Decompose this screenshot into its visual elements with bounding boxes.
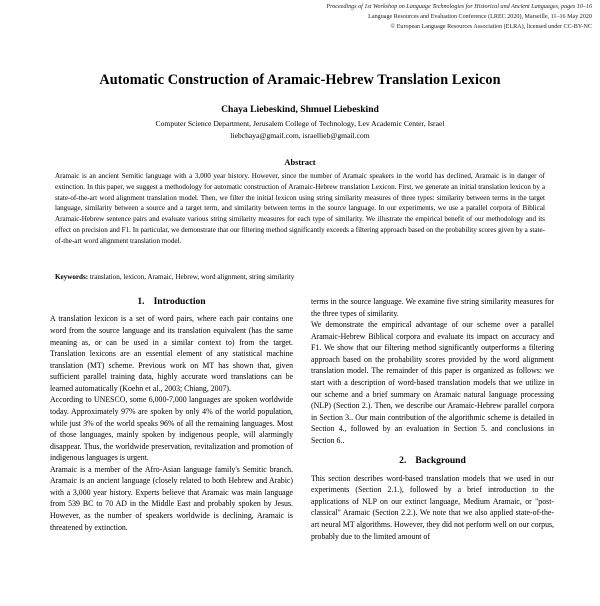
author-emails: liebchaya@gmail.com, israellieb@gmail.com	[230, 131, 370, 140]
section-number: 1.	[137, 296, 145, 307]
section-heading-introduction	[50, 296, 293, 308]
section-number: 2.	[399, 455, 407, 467]
abstract-heading: Abstract	[284, 158, 316, 167]
publication-header	[112, 2, 592, 32]
paragraph: According to UNESCO, some 6,000-7,000 languages are spoken worldwide today. Approximately 97% are spoken by only 4% of the world population, while just 3% of the world speaks 96% of all the remaining languages. Most of those languages, mainly spoken by indigenous people, will alarmingly disappear. Thus, the worldwide preservation, revitalization and promotion of indigenous languages is urgent.	[50, 395, 293, 463]
paragraph: This section describes word-based translation models that we used in our experiments (Section 2.1.), followed by a brief introduction to the applications of NLP on our extinct language, Medium Aramaic, or "post-classical" Aramaic (Section 2.2.). We note that we also applied state-of-the-art neural MT algorithms. However, they did not perform well on our corpus, probably due to the limited amount of	[311, 473, 554, 541]
body-columns	[50, 296, 555, 606]
keywords-label: Keywords:	[55, 273, 89, 281]
paragraph: A translation lexicon is a set of word pairs, where each pair contains one word from the source language and its translation equivalent (has the same meaning as, or can be used in a similar context to) from the target. Translation lexicons are an essential element of any statistical machine translation (MT) scheme. Previous work on MT has shown that, given sufficient parallel training data, highly accurate word translations can be learned automatically (Koehn et al., 2003; Chiang, 2007).	[50, 314, 293, 393]
keywords-line	[55, 272, 545, 283]
section-title: Background	[415, 455, 466, 467]
header-line-copyright: © European Language Resources Association (ELRA), licensed under CC-BY-NC	[390, 24, 592, 31]
author-list: Chaya Liebeskind, Shmuel Liebeskind	[221, 104, 379, 115]
section-title: Introduction	[153, 296, 206, 307]
paragraph: terms in the source language. We examine five string similarity measures for the three types of similarity.	[311, 297, 554, 318]
header-line-proceedings: Proceedings of 1st Workshop on Language Technologies for Historical and Ancient Languages, pages 10–16	[326, 4, 592, 10]
keywords-values: translation, lexicon, Aramaic, Hebrew, word alignment, string similarity	[89, 273, 295, 281]
paragraph: Aramaic is a member of the Afro-Asian language family's Semitic branch. Aramaic is an ancient language (closely related to both Hebrew and Arabic) with a 3,000 year history. Experts believe that Aramaic was main language from 539 BC to 70 AD in the Middle East and probably spoken by Jesus. However, as the number of speakers worldwide is declining, Aramaic is threatened by extinction.	[50, 464, 293, 532]
abstract-body: Aramaic is an ancient Semitic language with a 3,000 year history. However, since the number of Aramaic speakers in the world has declined, Aramaic is in danger of extinction. In this paper, we suggest a methodology for automatic construction of Aramaic-Hebrew translation Lexicon. First, we generate an initial translation lexicon by a state-of-the-art word alignment translation model. Then, we filter the initial lexicon using string similarity measures of three types: similarity between terms in the target language, similarity between a source and a target term, and similarity between terms in the source language. In our experiments, we use a parallel corpora of Biblical Aramaic-Hebrew sentence pairs and evaluate various string similarity measures for each type of similarity. We illustrate the empirical benefit of our methodology and its effect on precision and F1. In particular, we demonstrate that our filtering method significantly exceeds a filtering approach based on the probability scores given by a state-of-the-art word alignment translation model.	[55, 172, 545, 245]
header-line-conference: Language Resources and Evaluation Conference (LREC 2020), Marseille, 11–16 May 2020	[368, 14, 592, 21]
section-heading-background	[311, 455, 554, 467]
affiliation: Computer Science Department, Jerusalem College of Technology, Lev Academic Center, Israel	[155, 119, 445, 128]
page-title: Automatic Construction of Aramaic-Hebrew Translation Lexicon	[99, 72, 501, 88]
left-column	[50, 296, 293, 606]
paragraph: We demonstrate the empirical advantage of our scheme over a parallel Aramaic-Hebrew Biblical corpora and evaluate its impact on accuracy and F1. We show that our filtering method significantly outperforms a filtering approach based on the probability scores provided by the word alignment translation model. The remainder of this paper is organized as follows: we start with a description of word-based translation models that we utilize in our scheme and a brief summary on Aramaic natural language processing (NLP) (Section 2.). Then, we describe our Aramaic-Hebrew parallel corpora in Section 3.. Our main contribution of the algorithmic scheme is detailed in Section 4., followed by an evaluation in Section 5. and conclusions in Section 6..	[311, 320, 554, 445]
section-spacer	[311, 446, 554, 455]
right-column	[311, 296, 554, 606]
